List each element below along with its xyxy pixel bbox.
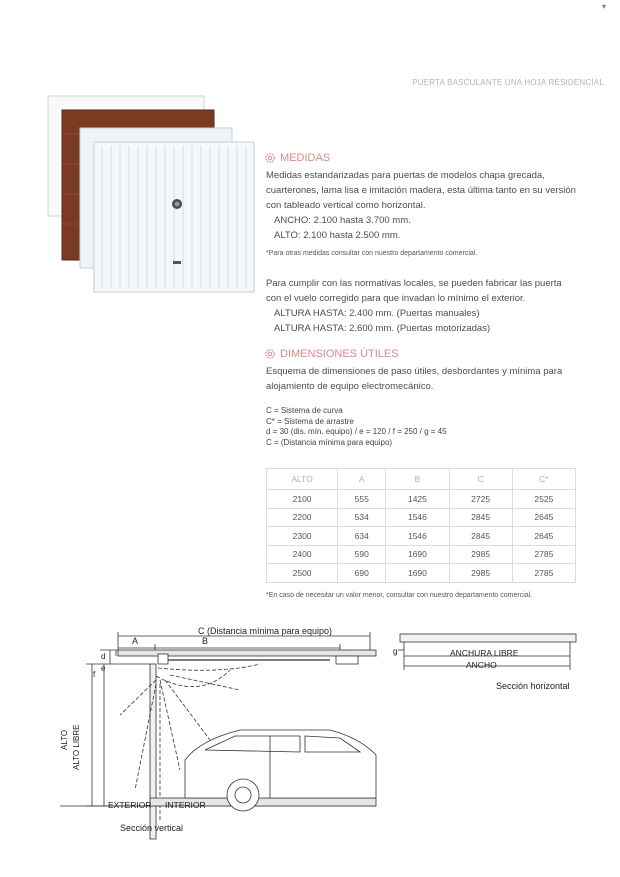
table-cell: 2845 [449, 527, 512, 546]
diagram-e-label: e [101, 664, 106, 673]
diagram-seccion-vertical: Sección vertical [120, 823, 184, 833]
table-row [267, 545, 576, 564]
medidas-alto: ALTO: 2.100 hasta 2.500 mm. [274, 230, 401, 241]
technical-diagram [0, 620, 620, 877]
table-cell: 2785 [512, 545, 575, 564]
medidas-title-text: MEDIDAS [280, 152, 331, 164]
table-header-cell: B [386, 469, 449, 490]
normativas-block [266, 276, 576, 336]
table-cell: 555 [338, 490, 386, 509]
table-header-cell: A [338, 469, 386, 490]
dimensiones-paragraph: Esquema de dimensiones de paso útiles, desbordantes y mínima para alojamiento de equipo electromecánico. [266, 366, 563, 392]
medidas-paragraph: Medidas estandarizadas para puertas de modelos chapa grecada, cuarterones, lama lisa e imitación madera, esta última tanto en su versión con tableado vertical como horizontal. [266, 170, 576, 211]
door-panels-illustration [44, 94, 264, 304]
table-cell: 2645 [512, 527, 575, 546]
medidas-note: *Para otras medidas consultar con nuestro departamento comercial. [266, 250, 478, 257]
table-row [267, 527, 576, 546]
diagram-anchura-libre-label: ANCHURA LIBRE [450, 648, 519, 658]
table-cell: 2300 [267, 527, 338, 546]
table-cell: 534 [338, 508, 386, 527]
table-row [267, 490, 576, 509]
table-cell: 2200 [267, 508, 338, 527]
table-cell: 2725 [449, 490, 512, 509]
table-cell: 1690 [386, 564, 449, 583]
table-cell: 1690 [386, 545, 449, 564]
legend-line: C = (Distancia mínima para equipo) [266, 437, 393, 447]
table-cell: 1546 [386, 508, 449, 527]
dimensiones-title [264, 348, 399, 360]
table-header-row [267, 469, 576, 490]
legend-line: d = 30 (dis. mín. equipo) / e = 120 / f = 250 / g = 45 [266, 427, 447, 436]
table-row [267, 564, 576, 583]
medidas-block [266, 168, 576, 243]
table-cell: 690 [338, 564, 386, 583]
normativas-altura-manual: ALTURA HASTA: 2.400 mm. (Puertas manuales) [274, 308, 480, 319]
page-header: PUERTA BASCULANTE UNA HOJA RESIDENCIAL [412, 78, 604, 87]
table-header-cell: ALTO [267, 469, 338, 490]
diagram-interior-label: INTERIOR [165, 800, 206, 810]
table-cell: 2100 [267, 490, 338, 509]
table-row [267, 508, 576, 527]
corner-mark: ▾ [601, 2, 606, 11]
table-cell: 634 [338, 527, 386, 546]
diagram-exterior-label: EXTERIOR [108, 800, 152, 810]
medidas-title [264, 152, 330, 164]
legend-line: C* = Sistema de arrastre [266, 416, 354, 426]
normativas-paragraph: Para cumplir con las normativas locales, se pueden fabricar las puerta con el vuelo corregido para que invadan lo mínimo el exterior. [266, 278, 562, 304]
diagram-d-label: d [101, 652, 106, 661]
table-cell: 2785 [512, 564, 575, 583]
diagram-g-label: g [393, 647, 398, 656]
dimensiones-legend [266, 406, 447, 448]
diagram-a-label: A [132, 636, 139, 646]
table-cell: 2525 [512, 490, 575, 509]
table-header-cell: C [449, 469, 512, 490]
table-footnote: *En caso de necesitar un valor menor, consultar con nuestro departamento comercial. [266, 592, 533, 599]
diagram-alto-libre-label: ALTO LIBRE [72, 724, 81, 770]
gear-icon [264, 348, 276, 360]
dimensions-table [266, 468, 576, 583]
diagram-seccion-horizontal: Sección horizontal [496, 681, 570, 691]
normativas-altura-motor: ALTURA HASTA: 2.600 mm. (Puertas motorizadas) [274, 323, 491, 334]
table-cell: 1546 [386, 527, 449, 546]
diagram-ancho-label: ANCHO [466, 660, 497, 670]
table-cell: 2845 [449, 508, 512, 527]
table-cell: 1425 [386, 490, 449, 509]
dimensiones-title-text: DIMENSIONES ÚTILES [280, 348, 399, 360]
table-cell: 2985 [449, 545, 512, 564]
diagram-f-label: f [93, 670, 96, 679]
table-cell: 590 [338, 545, 386, 564]
diagram-alto-label: ALTO [60, 729, 69, 750]
table-cell: 2645 [512, 508, 575, 527]
diagram-c-label: C (Distancia mínima para equipo) [198, 626, 333, 636]
medidas-ancho: ANCHO: 2.100 hasta 3.700 mm. [274, 215, 411, 226]
table-cell: 2985 [449, 564, 512, 583]
table-cell: 2400 [267, 545, 338, 564]
table-cell: 2500 [267, 564, 338, 583]
table-header-cell: C* [512, 469, 575, 490]
diagram-b-label: B [202, 636, 209, 646]
legend-line: C = Sistema de curva [266, 406, 343, 415]
gear-icon [264, 152, 276, 164]
